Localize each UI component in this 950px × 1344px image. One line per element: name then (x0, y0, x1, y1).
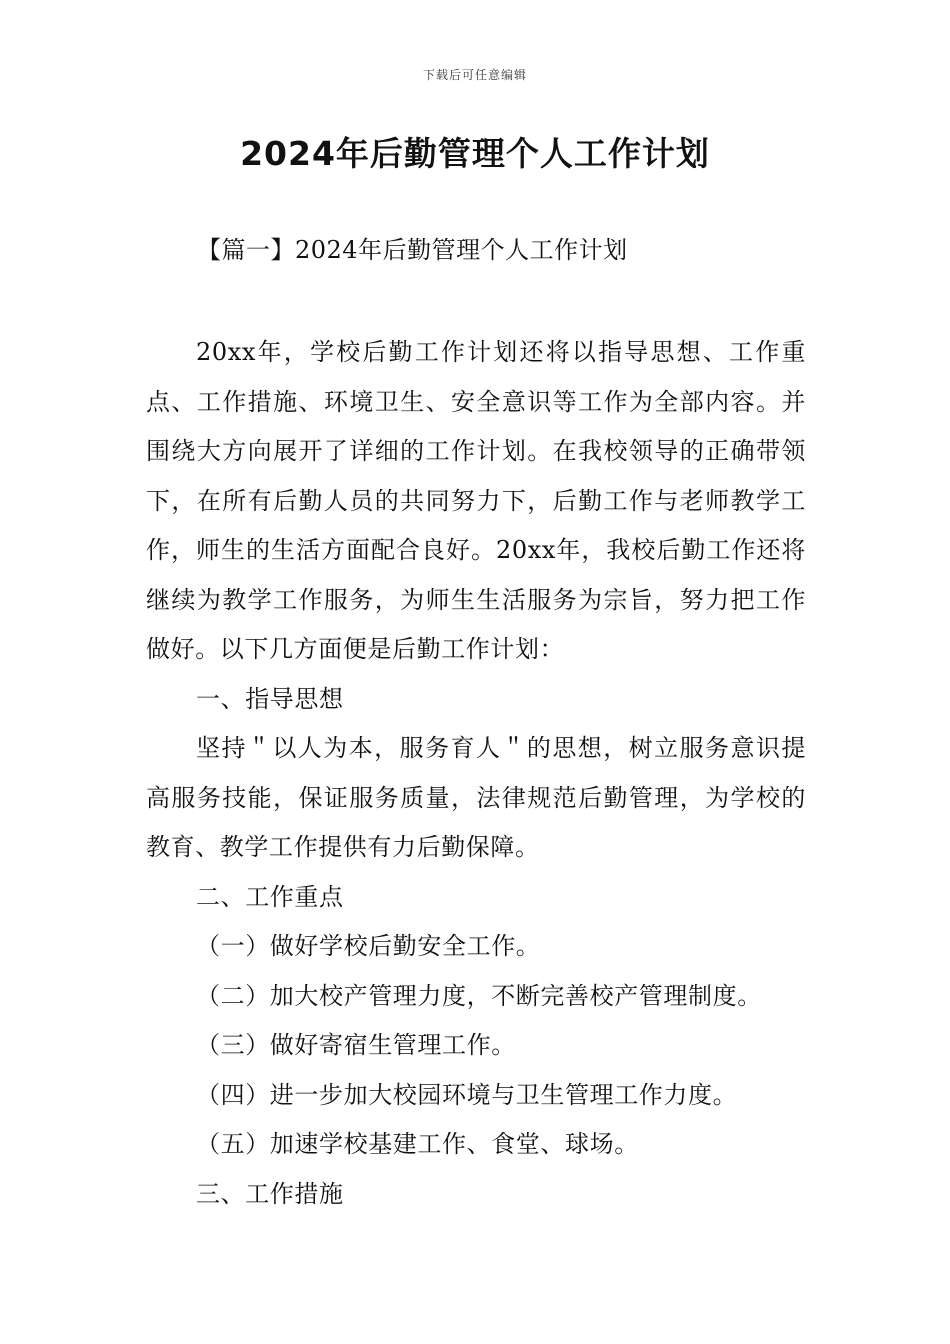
document-title: 2024年后勤管理个人工作计划 (240, 134, 710, 173)
part1-heading: 一、指导思想 (196, 684, 344, 713)
part3-heading: 三、工作措施 (196, 1179, 344, 1208)
part2-item: （三）做好寄宿生管理工作。 (196, 1031, 516, 1059)
part2-item: （一）做好学校后勤安全工作。 (196, 932, 541, 960)
document-body (146, 328, 806, 1219)
section-heading: 【篇一】2024年后勤管理个人工作计划 (197, 236, 628, 264)
part1-content: 坚持＂以人为本，服务育人＂的思想，树立服务意识提高服务技能，保证服务质量，法律规范后勤管理，为学校的教育、教学工作提供有力后勤保障。 (146, 734, 806, 861)
part2-item: （五）加速学校基建工作、食堂、球场。 (196, 1130, 639, 1158)
part2-item: （二）加大校产管理力度，不断完善校产管理制度。 (196, 981, 762, 1010)
intro-paragraph: 20xx年，学校后勤工作计划还将以指导思想、工作重点、工作措施、环境卫生、安全意识等工作为全部内容。并围绕大方向展开了详细的工作计划。在我校领导的正确带领下，在所有后勤人员的共同努力下，后勤工作与老师教学工作，师生的生活方面配合良好。20xx年，我校后勤工作还将继续为教学工作服务，为师生生活服务为宗旨，努力把工作做好。以下几方面便是后勤工作计划： (146, 338, 806, 663)
header-note: 下载后可任意编辑 (422, 68, 527, 82)
part2-heading: 二、工作重点 (196, 882, 344, 911)
part2-item: （四）进一步加大校园环境与卫生管理工作力度。 (196, 1080, 738, 1109)
